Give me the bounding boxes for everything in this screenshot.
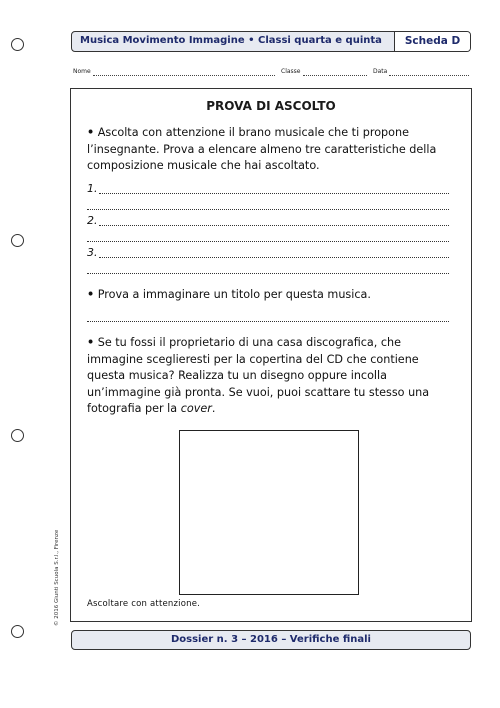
answer-line-3b[interactable]: [87, 273, 449, 274]
answer-line-1b[interactable]: [87, 209, 449, 210]
bullet-icon: •: [87, 336, 95, 349]
title-answer-line[interactable]: [87, 321, 449, 322]
footer-bar: [71, 630, 471, 650]
bullet-icon: •: [87, 288, 95, 301]
cover-word: cover: [180, 402, 212, 415]
closing-note: [87, 599, 200, 609]
answer-line-2a[interactable]: [99, 225, 449, 226]
worksheet-frame: [70, 88, 472, 622]
instruction-3-end: .: [211, 402, 216, 415]
answer-number-2: 2.: [87, 214, 98, 227]
instruction-1: [87, 125, 459, 175]
binder-hole-3: [11, 429, 24, 442]
scheda-label: Scheda D: [394, 32, 470, 51]
instruction-3: [87, 335, 459, 418]
classe-field[interactable]: [303, 75, 367, 76]
answer-number-1: 1.: [87, 182, 98, 195]
instruction-2: [87, 287, 459, 304]
answer-line-2b[interactable]: [87, 241, 449, 242]
binder-hole-1: [11, 38, 24, 51]
footer-text: Dossier n. 3 – 2016 – Verifiche finali: [170, 634, 371, 645]
instruction-2-text: Prova a immaginare un titolo per questa musica.: [97, 288, 371, 301]
nome-label: Nome: [73, 68, 91, 75]
worksheet-title: PROVA DI ASCOLTO: [206, 99, 336, 113]
header-title: Musica Movimento Immagine • Classi quarta e quinta: [80, 35, 382, 46]
binder-hole-4: [11, 625, 24, 638]
closing-note-text: Ascoltare con attenzione.: [87, 599, 201, 609]
binder-hole-2: [11, 234, 24, 247]
answer-line-1a[interactable]: [99, 193, 449, 194]
instruction-1-text: Ascolta con attenzione il brano musicale che ti propone l’insegnante. Prova a elencare almeno tre caratteristiche della composizione musicale che hai ascoltato.: [87, 126, 437, 172]
data-field[interactable]: [389, 75, 469, 76]
answer-number-3: 3.: [87, 246, 98, 259]
cd-cover-drawing-area[interactable]: [179, 430, 359, 595]
nome-field[interactable]: [93, 75, 275, 76]
header-bar: [71, 31, 471, 52]
answer-line-3a[interactable]: [99, 257, 449, 258]
instruction-3-text: Se tu fossi il proprietario di una casa discografica, che immagine sceglieresti per la copertina del CD che contiene questa musica? Realizza tu un disegno oppure incolla un’immagine già pronta. Se vuoi, puoi scattare tu stesso una fotografia per la: [87, 336, 430, 415]
bullet-icon: •: [87, 126, 95, 139]
copyright-note: © 2016 Giunti Scuola S.r.l., Firenze: [54, 529, 60, 626]
student-info-fields: [71, 67, 471, 79]
classe-label: Classe: [281, 68, 301, 75]
data-label: Data: [373, 68, 388, 75]
